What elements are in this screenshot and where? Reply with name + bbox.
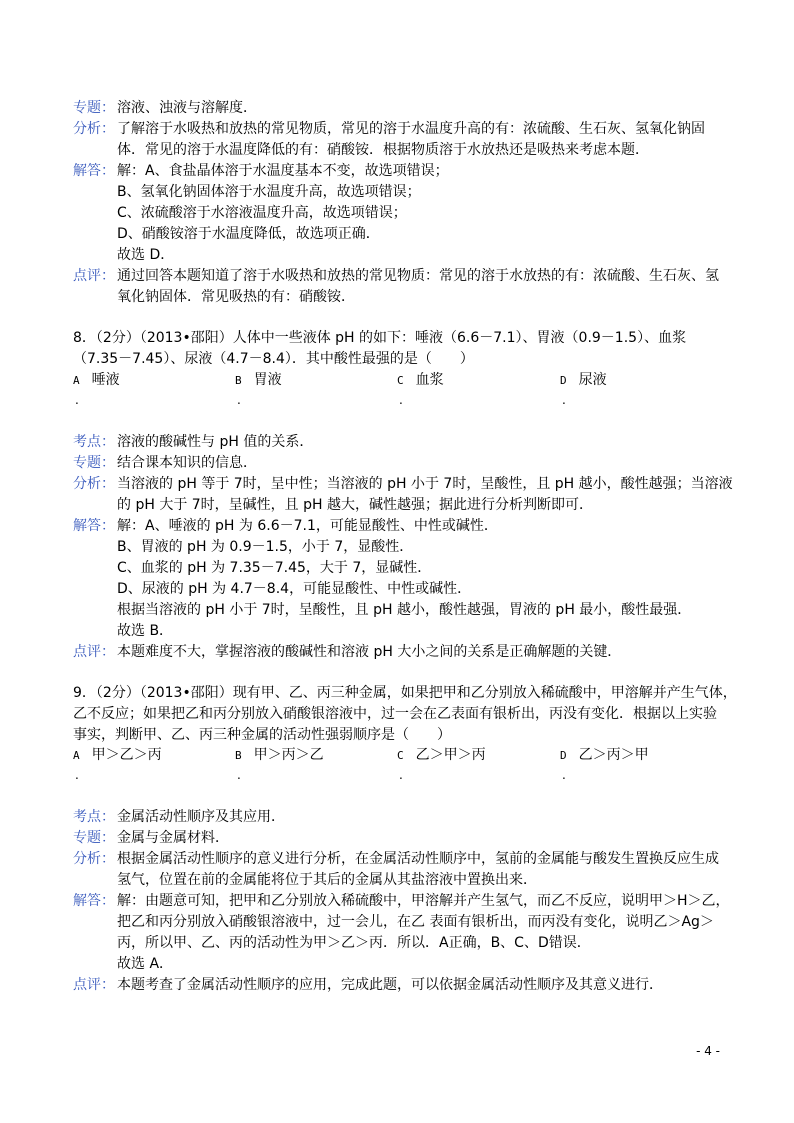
- zhuanti-label: 专题：: [73, 830, 115, 846]
- option-dot: .: [75, 393, 79, 407]
- option-c[interactable]: [397, 370, 444, 391]
- option-text: 尿液: [578, 372, 607, 388]
- option-text: 甲＞丙＞乙: [253, 747, 324, 763]
- option-key: C: [397, 749, 404, 762]
- jieda-line: 把乙和丙分别放入硝酸银溶液中，过一会儿，在乙 表面有银析出，而丙没有变化，说明乙＞Ag＞: [117, 914, 714, 930]
- option-d[interactable]: [560, 370, 607, 391]
- option-text: 甲＞乙＞丙: [91, 747, 162, 763]
- jieda-line: 故选 A．: [117, 956, 174, 972]
- jieda-line: C、浓硫酸溶于水溶液温度升高，故选项错误；: [117, 205, 407, 221]
- question-9-stem: 9．（2分）（2013•邵阳）现有甲、乙、丙三种金属，如果把甲和乙分别放入稀硫酸中，甲溶解并产生气体，: [73, 685, 737, 701]
- option-key: A: [73, 749, 80, 762]
- question-9-stem: 事实，判断甲、乙、丙三种金属的活动性强弱顺序是（ ）: [73, 727, 451, 743]
- fenxi-line: 体．常见的溶于水温度降低的有：硝酸铵．根据物质溶于水放热还是吸热来考虑本题．: [117, 142, 649, 158]
- question-9-stem: 乙不反应；如果把乙和丙分别放入硝酸银溶液中，过一会在乙表面有银析出，丙没有变化．根据以上实验: [73, 706, 717, 722]
- option-dot: .: [237, 393, 241, 407]
- option-d[interactable]: [560, 745, 649, 766]
- jieda-line: 丙，所以甲、乙、丙的活动性为甲＞乙＞丙．所以．A正确，B、C、D错误．: [117, 935, 591, 951]
- jieda-line: D、尿液的 pH 为 4.7－8.4，可能显酸性、中性或碱性．: [117, 581, 472, 597]
- fenxi-line: 当溶液的 pH 等于 7时，呈中性；当溶液的 pH 小于 7时，呈酸性，且 pH 越小，酸性越强；当溶液: [117, 476, 733, 492]
- option-b[interactable]: [235, 745, 324, 766]
- jieda-line: 解：A、唾液的 pH 为 6.6－7.1，可能显酸性、中性或碱性．: [117, 518, 498, 534]
- jieda-line: 解：由题意可知，把甲和乙分别放入稀硫酸中，甲溶解并产生氢气，而乙不反应，说明甲＞H＞乙，: [117, 893, 730, 909]
- question-8-stem: （7.35－7.45）、尿液（4.7－8.4）．其中酸性最强的是（ ）: [73, 351, 474, 367]
- option-dot: .: [237, 768, 241, 782]
- question-8-stem: 8．（2分）（2013•邵阳）人体中一些液体 pH 的如下：唾液（6.6－7.1）、胃液（0.9－1.5）、血浆: [73, 330, 687, 346]
- option-b[interactable]: [235, 370, 282, 391]
- zhuanti-text: 溶液、浊液与溶解度．: [117, 100, 257, 116]
- option-dot: .: [399, 393, 403, 407]
- jieda-label: 解答：: [73, 893, 115, 909]
- option-key: A: [73, 374, 80, 387]
- option-a[interactable]: [73, 745, 162, 766]
- option-a[interactable]: [73, 370, 120, 391]
- fenxi-label: 分析：: [73, 851, 115, 867]
- option-key: B: [235, 374, 242, 387]
- dianping-label: 点评：: [73, 644, 115, 660]
- option-text: 唾液: [91, 372, 120, 388]
- dianping-line: 氧化钠固体．常见吸热的有：硝酸铵．: [117, 289, 355, 305]
- option-text: 乙＞甲＞丙: [415, 747, 486, 763]
- jieda-line: C、血浆的 pH 为 7.35－7.45，大于 7，显碱性．: [117, 560, 432, 576]
- kaodian-label: 考点：: [73, 809, 115, 825]
- dianping-text: 本题难度不大，掌握溶液的酸碱性和溶液 pH 大小之间的关系是正确解题的关键．: [117, 644, 622, 660]
- option-c[interactable]: [397, 745, 486, 766]
- option-text: 胃液: [253, 372, 282, 388]
- option-dot: .: [75, 768, 79, 782]
- fenxi-label: 分析：: [73, 476, 115, 492]
- option-dot: .: [399, 768, 403, 782]
- jieda-line: 根据当溶液的 pH 小于 7时，呈酸性，且 pH 越小，酸性越强，胃液的 pH 最小，酸性最强．: [117, 602, 692, 618]
- jieda-label: 解答：: [73, 163, 115, 179]
- jieda-line: B、氢氧化钠固体溶于水温度升高，故选项错误；: [117, 184, 421, 200]
- fenxi-line: 的 pH 大于 7时，呈碱性，且 pH 越大，碱性越强；据此进行分析判断即可．: [117, 497, 593, 513]
- option-text: 乙＞丙＞甲: [578, 747, 649, 763]
- kaodian-text: 溶液的酸碱性与 pH 值的关系．: [117, 434, 314, 450]
- option-key: B: [235, 749, 242, 762]
- dianping-label: 点评：: [73, 977, 115, 993]
- option-dot: .: [562, 393, 566, 407]
- zhuanti-label: 专题：: [73, 455, 115, 471]
- kaodian-text: 金属活动性顺序及其应用．: [117, 809, 285, 825]
- zhuanti-text: 结合课本知识的信息．: [117, 455, 257, 471]
- jieda-line: 故选 B．: [117, 623, 174, 639]
- fenxi-line: 根据金属活动性顺序的意义进行分析，在金属活动性顺序中，氢前的金属能与酸发生置换反应生成: [117, 851, 719, 867]
- fenxi-line: 了解溶于水吸热和放热的常见物质，常见的溶于水温度升高的有：浓硫酸、生石灰、氢氧化钠固: [117, 121, 705, 137]
- option-key: D: [560, 749, 567, 762]
- option-key: C: [397, 374, 404, 387]
- dianping-line: 通过回答本题知道了溶于水吸热和放热的常见物质：常见的溶于水放热的有：浓硫酸、生石灰、氢: [117, 268, 719, 284]
- jieda-line: 解：A、食盐晶体溶于水温度基本不变，故选项错误；: [117, 163, 449, 179]
- jieda-line: 故选 D．: [117, 247, 175, 263]
- jieda-label: 解答：: [73, 518, 115, 534]
- zhuanti-text: 金属与金属材料．: [117, 830, 229, 846]
- dianping-label: 点评：: [73, 268, 115, 284]
- zhuanti-label: 专题：: [73, 100, 115, 116]
- fenxi-label: 分析：: [73, 121, 115, 137]
- fenxi-line: 氢气，位置在前的金属能将位于其后的金属从其盐溶液中置换出来．: [117, 872, 537, 888]
- option-dot: .: [562, 768, 566, 782]
- kaodian-label: 考点：: [73, 434, 115, 450]
- option-text: 血浆: [415, 372, 444, 388]
- option-key: D: [560, 374, 567, 387]
- dianping-text: 本题考查了金属活动性顺序的应用，完成此题，可以依据金属活动性顺序及其意义进行．: [117, 977, 663, 993]
- jieda-line: D、硝酸铵溶于水温度降低，故选项正确．: [117, 226, 380, 242]
- page-number: - 4 -: [696, 1044, 720, 1058]
- jieda-line: B、胃液的 pH 为 0.9－1.5，小于 7，显酸性．: [117, 539, 414, 555]
